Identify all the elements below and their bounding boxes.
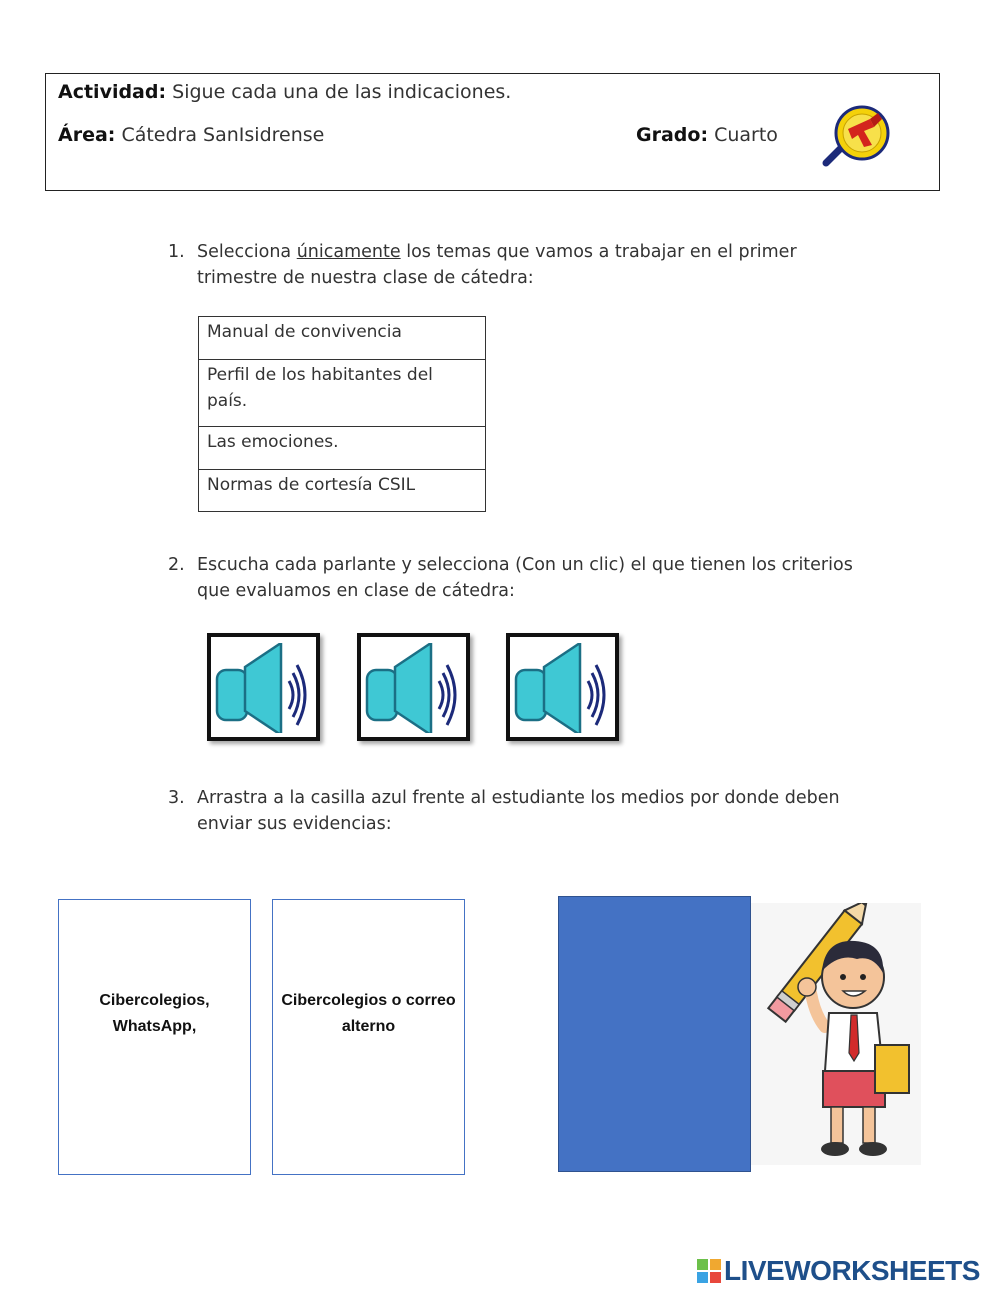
question-3-number: 3. bbox=[168, 788, 185, 808]
drag-card-label: Cibercolegios o correo alterno bbox=[281, 992, 456, 1035]
question-2-text: Escucha cada parlante y selecciona (Con un clic) el que tienen los criterios que evaluamos en clase de cátedra: bbox=[197, 555, 853, 601]
speaker-button-2[interactable] bbox=[357, 633, 470, 741]
question-1-text-after: los temas que vamos a trabajar en el primer trimestre de nuestra clase de cátedra: bbox=[197, 242, 797, 288]
question-3-text: Arrastra a la casilla azul frente al estudiante los medios por donde deben enviar sus evidencias: bbox=[197, 788, 840, 834]
activity-label: Actividad: bbox=[58, 81, 167, 103]
topic-option[interactable]: Manual de convivencia bbox=[199, 317, 485, 360]
speaker-button-3[interactable] bbox=[506, 633, 619, 741]
speaker-button-1[interactable] bbox=[207, 633, 320, 741]
speaker-icon bbox=[213, 643, 315, 733]
area-label: Área: bbox=[58, 124, 116, 146]
question-1-text-before: Selecciona bbox=[197, 242, 292, 262]
grade-line bbox=[636, 124, 778, 146]
question-2-number: 2. bbox=[168, 555, 185, 575]
drag-card-2[interactable] bbox=[272, 899, 465, 1175]
liveworksheets-brand bbox=[697, 1256, 980, 1286]
topic-option[interactable]: Las emociones. bbox=[199, 427, 485, 470]
blue-dropzone[interactable] bbox=[558, 896, 751, 1172]
school-crest-logo bbox=[812, 105, 904, 169]
student-with-pencil-illustration bbox=[751, 903, 921, 1165]
liveworksheets-logo-icon bbox=[697, 1259, 721, 1283]
speaker-icon bbox=[512, 643, 614, 733]
question-1-text-underlined: únicamente bbox=[296, 242, 401, 262]
question-1-number: 1. bbox=[168, 242, 185, 262]
area-line bbox=[58, 124, 324, 146]
question-1-text bbox=[197, 239, 807, 291]
speaker-icon bbox=[363, 643, 465, 733]
activity-text: Sigue cada una de las indicaciones. bbox=[172, 81, 512, 103]
topic-option[interactable]: Normas de cortesía CSIL bbox=[207, 475, 416, 495]
drag-card-1[interactable] bbox=[58, 899, 251, 1175]
topics-table bbox=[198, 316, 486, 512]
topic-option[interactable]: Perfil de los habitantes del país. bbox=[199, 360, 485, 427]
grade-text: Cuarto bbox=[714, 124, 778, 146]
brand-text: LIVEWORKSHEETS bbox=[724, 1255, 980, 1286]
drag-card-label: Cibercolegios, WhatsApp, bbox=[99, 992, 210, 1035]
grade-label: Grado: bbox=[636, 124, 709, 146]
area-text: Cátedra SanIsidrense bbox=[121, 124, 325, 146]
activity-line bbox=[58, 81, 511, 103]
